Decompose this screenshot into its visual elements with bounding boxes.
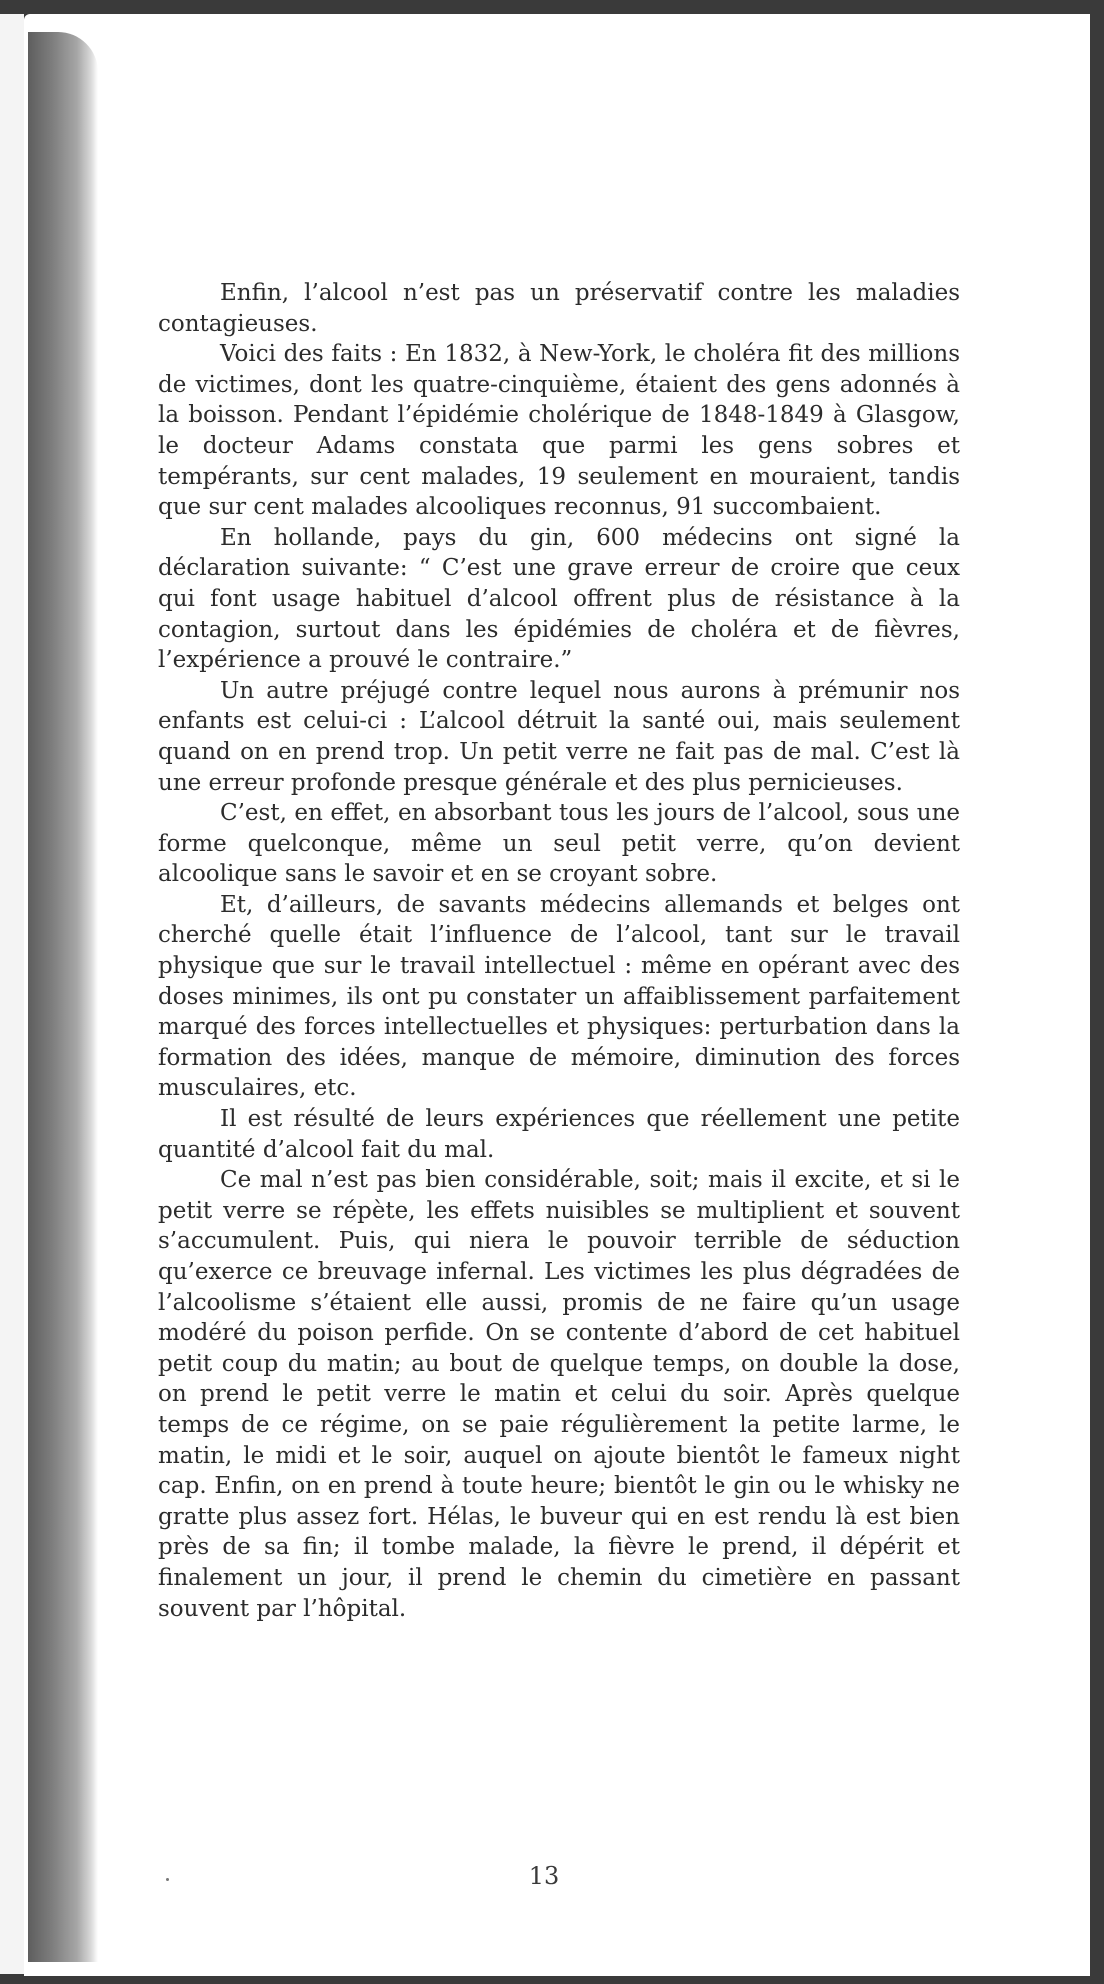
- paragraph: Enfin, l’alcool n’est pas un préservatif contre les maladies contagieuses.: [158, 280, 960, 337]
- paragraph: Et, d’ailleurs, de savants médecins allemands et belges ont cherché quelle était l’influence de l’alcool, tant sur le travail physique que sur le travail intellectuel : même en opérant avec des doses minimes, ils ont pu constater un affaiblissement parfaitement marqué des forces intellectuelles et physiques: perturbation dans la formation des idées, manque de mémoire, diminution des forces musculaires, etc.: [158, 891, 960, 1102]
- left-margin-strip: [0, 14, 24, 1974]
- paragraph: Voici des faits : En 1832, à New-York, le choléra fit des millions de victimes, dont les quatre-cinquième, étaient des gens adonnés à la boisson. Pendant l’épidémie cholérique de 1848-1849 à Glasgow, le docteur Adams constata que parmi les gens sobres et tempérants, sur cent malades, 19 seulement en mouraient, tandis que sur cent malades alcooliques reconnus, 91 succombaient.: [158, 341, 960, 521]
- paragraph: Il est résulté de leurs expériences que réellement une petite quantité d’alcool fait du mal.: [158, 1106, 960, 1163]
- book-spine-shadow: [28, 32, 98, 1962]
- page-number: 13: [528, 1862, 560, 1890]
- book-page: [24, 14, 1090, 1976]
- paragraph: Un autre préjugé contre lequel nous aurons à prémunir nos enfants est celui-ci : L’alcool détruit la santé oui, mais seulement quand on en prend trop. Un petit verre ne fait pas de mal. C’est là une erreur profonde presque générale et des plus pernicieuses.: [158, 677, 960, 796]
- scan-speck: [166, 1878, 169, 1881]
- paragraph: En hollande, pays du gin, 600 médecins ont signé la déclaration suivante: “ C’est une grave erreur de croire que ceux qui font usage habituel d’alcool offrent plus de résistance à la contagion, surtout dans les épidémies de choléra et de fièvres, l’expérience a prouvé le contraire.”: [158, 524, 960, 674]
- body-text: [158, 278, 960, 1624]
- paragraph: Ce mal n’est pas bien considérable, soit; mais il excite, et si le petit verre se répète, les effets nuisibles se multiplient et souvent s’accumulent. Puis, qui niera le pouvoir terrible de séduction qu’exerce ce breuvage infernal. Les victimes les plus dégradées de l’alcoolisme s’étaient elle aussi, promis de ne faire qu’un usage modéré du poison perfide. On se contente d’abord de cet habituel petit coup du matin; au bout de quelque temps, on double la dose, on prend le petit verre le matin et celui du soir. Après quelque temps de ce régime, on se paie régulièrement la petite larme, le matin, le midi et le soir, auquel on ajoute bientôt le fameux night cap. Enfin, on en prend à toute heure; bientôt le gin ou le whisky ne gratte plus assez fort. Hélas, le buveur qui en est rendu là est bien près de sa fin; il tombe malade, la fièvre le prend, il dépérit et finalement un jour, il prend le chemin du cimetière en passant souvent par l’hôpital.: [158, 1167, 960, 1622]
- paragraph: C’est, en effet, en absorbant tous les jours de l’alcool, sous une forme quelconque, même un seul petit verre, qu’on devient alcoolique sans le savoir et en se croyant sobre.: [158, 800, 960, 888]
